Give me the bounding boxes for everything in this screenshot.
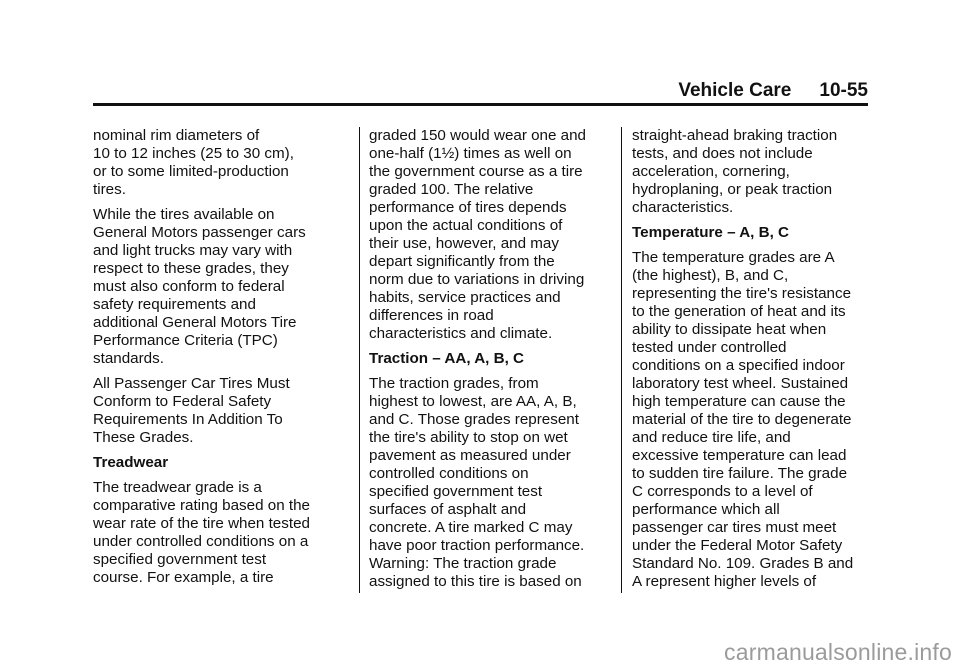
- paragraph: All Passenger Car Tires Must Conform to Federal Safety Requirements In Addition To These Grades.: [93, 375, 290, 446]
- watermark-text: carmanualsonline.info: [724, 639, 952, 665]
- paragraph: While the tires available on General Motors passenger cars and light trucks may vary with respect to these grades, they must also conform to federal safety requirements and additional General Motors Tire Performance Criteria (TPC) standards.: [93, 206, 306, 367]
- paragraph: The traction grades, from highest to lowest, are AA, A, B, and C. Those grades represent the tire's ability to stop on wet pavement as measured under controlled conditions on specified government test surfaces of asphalt and concrete. A tire marked C may have poor traction performance. Warning: The traction grade assigned to this tire is based on: [369, 375, 585, 590]
- paragraph: graded 150 would wear one and one-half (1½) times as well on the government course as a tire graded 100. The relative performance of tires depends upon the actual conditions of their use, however, and may depart significantly from the norm due to variations in driving habits, service practices and differences in road characteristics and climate.: [369, 127, 587, 342]
- heading-traction: Traction – AA, A, B, C: [369, 350, 524, 367]
- column-2: [369, 127, 614, 598]
- paragraph: straight-ahead braking traction tests, and does not include acceleration, cornering, hydroplaning, or peak traction characteristics.: [632, 127, 838, 216]
- page-number: 10-55: [819, 80, 868, 101]
- paragraph: The temperature grades are A (the highest), B, and C, representing the tire's resistance to the generation of heat and its ability to dissipate heat when tested under controlled conditions on a specified indoor laboratory test wheel. Sustained high temperature can cause the material of the tire to degenerate and reduce tire life, and excessive temperature can lead to sudden tire failure. The grade C corresponds to a level of performance which all passenger car tires must meet under the Federal Motor Safety Standard No. 109. Grades B and A represent higher levels of: [632, 249, 854, 590]
- column-3: [632, 127, 877, 598]
- section-title: Vehicle Care: [678, 80, 792, 101]
- paragraph: nominal rim diameters of 10 to 12 inches (25 to 30 cm), or to some limited-production tires.: [93, 127, 294, 198]
- heading-temperature: Temperature – A, B, C: [632, 224, 789, 241]
- column-divider: [621, 127, 622, 593]
- column-divider: [359, 127, 360, 593]
- paragraph: The treadwear grade is a comparative rating based on the wear rate of the tire when tested under controlled conditions on a specified government test course. For example, a tire: [93, 479, 310, 586]
- page-header: [93, 80, 868, 102]
- column-1: [93, 127, 338, 594]
- heading-treadwear: Treadwear: [93, 454, 169, 471]
- header-rule: [93, 103, 868, 106]
